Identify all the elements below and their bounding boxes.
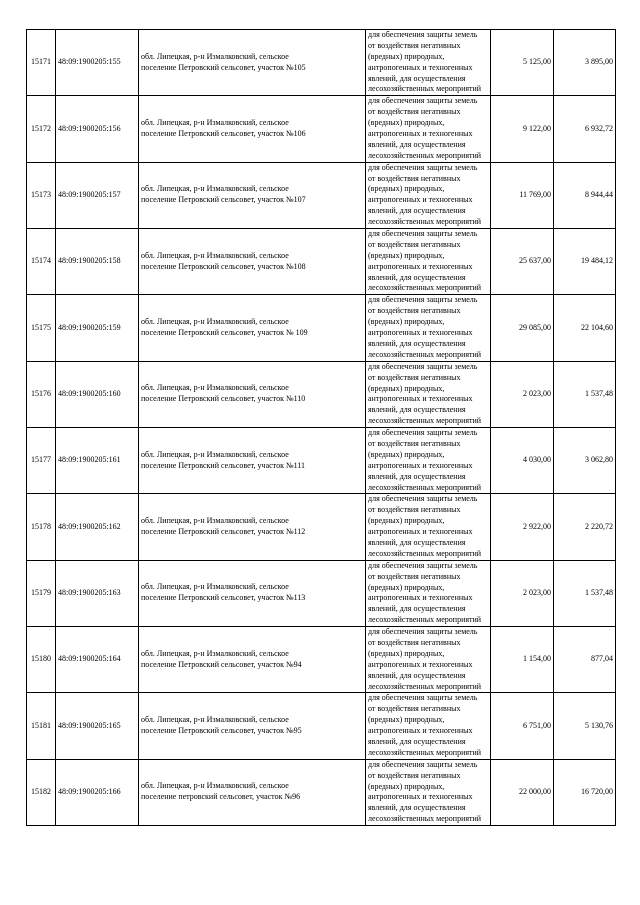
address-line: обл. Липецкая, р-н Измалковский, сельское [141,516,289,526]
permitted-use-line: явлений, для осуществления [368,471,466,481]
table-row [27,627,616,693]
permitted-use-line: от воздействия негативных [368,173,461,183]
address-line: обл. Липецкая, р-н Измалковский, сельское [141,383,289,393]
plot-address [139,361,366,427]
plot-address [139,30,366,96]
plot-address [139,494,366,560]
permitted-use-line: для обеспечения защиты земель [368,96,478,106]
land-plots-table [26,29,616,826]
permitted-use [366,494,491,560]
address-line: поселение Петровский сельсовет, участок №94 [141,659,302,669]
plot-address [139,96,366,162]
permitted-use-line: лесохозяйственных мероприятий [368,416,482,426]
permitted-use [366,162,491,228]
cadastral-number: 48:09:1900205:166 [56,759,139,825]
permitted-use-line: лесохозяйственных мероприятий [368,615,482,625]
record-number: 15179 [27,560,56,626]
record-number: 15175 [27,295,56,361]
plot-address [139,295,366,361]
record-number: 15172 [27,96,56,162]
permitted-use-line: явлений, для осуществления [368,139,466,149]
address-line: обл. Липецкая, р-н Измалковский, сельское [141,781,289,791]
permitted-use-line: (вредных) природных, [368,118,445,128]
cadastral-value: 3 895,00 [554,30,616,96]
address-line: поселение Петровский сельсовет, участок №108 [141,261,306,271]
address-line: поселение Петровский сельсовет, участок №112 [141,527,306,537]
permitted-use-line: антропогенных и техногенных [368,593,473,603]
cadastral-value: 5 130,76 [554,693,616,759]
permitted-use-line: (вредных) природных, [368,383,445,393]
permitted-use-line: для обеспечения защиты земель [368,295,478,305]
cadastral-value: 1 537,48 [554,361,616,427]
permitted-use-line: явлений, для осуществления [368,338,466,348]
permitted-use-line: явлений, для осуществления [368,206,466,216]
plot-address [139,560,366,626]
cadastral-number: 48:09:1900205:158 [56,229,139,295]
permitted-use [366,693,491,759]
plot-area: 2 922,00 [491,494,554,560]
cadastral-value: 1 537,48 [554,560,616,626]
permitted-use-line: для обеспечения защиты земель [368,627,478,637]
plot-area: 22 000,00 [491,759,554,825]
table-row [27,759,616,825]
permitted-use-line: (вредных) природных, [368,648,445,658]
permitted-use-line: от воздействия негативных [368,505,461,515]
table-row [27,295,616,361]
permitted-use [366,627,491,693]
permitted-use-line: антропогенных и техногенных [368,394,473,404]
cadastral-value: 2 220,72 [554,494,616,560]
permitted-use-line: антропогенных и техногенных [368,527,473,537]
record-number: 15177 [27,428,56,494]
plot-area: 2 023,00 [491,560,554,626]
cadastral-value: 22 104,60 [554,295,616,361]
permitted-use-line: для обеспечения защиты земель [368,30,478,39]
address-line: поселение Петровский сельсовет, участок №110 [141,394,306,404]
permitted-use-line: (вредных) природных, [368,317,445,327]
permitted-use-line: (вредных) природных, [368,516,445,526]
address-line: обл. Липецкая, р-н Измалковский, сельское [141,317,289,327]
permitted-use-line: для обеспечения защиты земель [368,229,478,239]
table-body [27,30,616,826]
plot-address [139,759,366,825]
record-number: 15176 [27,361,56,427]
table-row [27,428,616,494]
permitted-use-line: явлений, для осуществления [368,737,466,746]
permitted-use-line: для обеспечения защиты земель [368,759,478,769]
address-line: поселение Петровский сельсовет, участок №107 [141,195,306,205]
plot-address [139,627,366,693]
address-line: поселение Петровский сельсовет, участок №95 [141,726,302,736]
table-row [27,96,616,162]
permitted-use-line: от воздействия негативных [368,306,461,316]
table-row [27,361,616,427]
permitted-use-line: для обеспечения защиты земель [368,560,478,570]
plot-area: 2 023,00 [491,361,554,427]
permitted-use [366,759,491,825]
plot-address [139,162,366,228]
cadastral-number: 48:09:1900205:164 [56,627,139,693]
permitted-use-line: лесохозяйственных мероприятий [368,482,482,492]
permitted-use-line: от воздействия негативных [368,40,461,50]
table-row [27,162,616,228]
permitted-use-line: для обеспечения защиты земель [368,428,478,438]
plot-address [139,229,366,295]
address-line: обл. Липецкая, р-н Измалковский, сельское [141,449,289,459]
record-number: 15174 [27,229,56,295]
cadastral-value: 19 484,12 [554,229,616,295]
permitted-use-line: антропогенных и техногенных [368,792,473,802]
permitted-use-line: (вредных) природных, [368,184,445,194]
record-number: 15181 [27,693,56,759]
address-line: обл. Липецкая, р-н Измалковский, сельское [141,118,289,128]
address-line: обл. Липецкая, р-н Измалковский, сельское [141,715,289,725]
address-line: поселение Петровский сельсовет, участок №105 [141,62,306,72]
cadastral-value: 16 720,00 [554,759,616,825]
permitted-use-line: явлений, для осуществления [368,272,466,282]
permitted-use-line: лесохозяйственных мероприятий [368,217,482,227]
cadastral-number: 48:09:1900205:157 [56,162,139,228]
table-row [27,229,616,295]
plot-area: 4 030,00 [491,428,554,494]
permitted-use-line: явлений, для осуществления [368,73,466,83]
permitted-use-line: (вредных) природных, [368,715,445,725]
permitted-use-line: от воздействия негативных [368,372,461,382]
plot-area: 1 154,00 [491,627,554,693]
permitted-use [366,560,491,626]
record-number: 15171 [27,30,56,96]
record-number: 15182 [27,759,56,825]
table-row [27,30,616,96]
plot-area: 5 125,00 [491,30,554,96]
cadastral-number: 48:09:1900205:163 [56,560,139,626]
permitted-use-line: антропогенных и техногенных [368,659,473,669]
table-row [27,693,616,759]
permitted-use [366,428,491,494]
permitted-use-line: (вредных) природных, [368,781,445,791]
cadastral-number: 48:09:1900205:156 [56,96,139,162]
record-number: 15180 [27,627,56,693]
permitted-use-line: от воздействия негативных [368,438,461,448]
permitted-use-line: для обеспечения защиты земель [368,162,478,172]
permitted-use-line: явлений, для осуществления [368,537,466,547]
permitted-use-line: для обеспечения защиты земель [368,361,478,371]
permitted-use-line: от воздействия негативных [368,770,461,780]
permitted-use-line: явлений, для осуществления [368,803,466,813]
address-line: обл. Липецкая, р-н Измалковский, сельское [141,184,289,194]
permitted-use-line: лесохозяйственных мероприятий [368,150,482,160]
address-line: поселение Петровский сельсовет, участок № 109 [141,328,308,338]
address-line: обл. Липецкая, р-н Измалковский, сельское [141,648,289,658]
permitted-use-line: явлений, для осуществления [368,670,466,680]
plot-area: 6 751,00 [491,693,554,759]
permitted-use-line: (вредных) природных, [368,250,445,260]
cadastral-number: 48:09:1900205:155 [56,30,139,96]
address-line: обл. Липецкая, р-н Измалковский, сельское [141,51,289,61]
permitted-use [366,30,491,96]
plot-area: 25 637,00 [491,229,554,295]
permitted-use-line: для обеспечения защиты земель [368,693,478,703]
permitted-use [366,295,491,361]
permitted-use-line: от воздействия негативных [368,637,461,647]
plot-area: 11 769,00 [491,162,554,228]
permitted-use-line: лесохозяйственных мероприятий [368,747,482,757]
permitted-use-line: (вредных) природных, [368,449,445,459]
cadastral-value: 877,04 [554,627,616,693]
permitted-use-line: антропогенных и техногенных [368,328,473,338]
permitted-use [366,361,491,427]
address-line: обл. Липецкая, р-н Измалковский, сельское [141,250,289,260]
permitted-use-line: лесохозяйственных мероприятий [368,681,482,691]
address-line: поселение петровский сельсовет, участок №96 [141,792,301,802]
permitted-use-line: лесохозяйственных мероприятий [368,814,482,824]
plot-area: 29 085,00 [491,295,554,361]
permitted-use-line: антропогенных и техногенных [368,62,473,72]
record-number: 15173 [27,162,56,228]
permitted-use-line: лесохозяйственных мероприятий [368,349,482,359]
cadastral-number: 48:09:1900205:159 [56,295,139,361]
permitted-use-line: (вредных) природных, [368,582,445,592]
permitted-use [366,96,491,162]
permitted-use [366,229,491,295]
permitted-use-line: от воздействия негативных [368,571,461,581]
address-line: обл. Липецкая, р-н Измалковский, сельское [141,582,289,592]
permitted-use-line: от воздействия негативных [368,107,461,117]
plot-area: 9 122,00 [491,96,554,162]
permitted-use-line: антропогенных и техногенных [368,261,473,271]
permitted-use-line: от воздействия негативных [368,704,461,714]
permitted-use-line: лесохозяйственных мероприятий [368,283,482,293]
table-row [27,560,616,626]
cadastral-number: 48:09:1900205:165 [56,693,139,759]
permitted-use-line: антропогенных и техногенных [368,195,473,205]
permitted-use-line: явлений, для осуществления [368,604,466,614]
address-line: поселение Петровский сельсовет, участок №111 [141,460,305,470]
record-number: 15178 [27,494,56,560]
cadastral-value: 3 062,80 [554,428,616,494]
address-line: поселение Петровский сельсовет, участок №113 [141,593,306,603]
permitted-use-line: (вредных) природных, [368,51,445,61]
cadastral-value: 8 944,44 [554,162,616,228]
permitted-use-line: антропогенных и техногенных [368,460,473,470]
cadastral-number: 48:09:1900205:162 [56,494,139,560]
cadastral-value: 6 932,72 [554,96,616,162]
cadastral-number: 48:09:1900205:161 [56,428,139,494]
plot-address [139,693,366,759]
permitted-use-line: лесохозяйственных мероприятий [368,84,482,94]
permitted-use-line: антропогенных и техногенных [368,129,473,139]
permitted-use-line: для обеспечения защиты земель [368,494,478,504]
cadastral-number: 48:09:1900205:160 [56,361,139,427]
permitted-use-line: явлений, для осуществления [368,405,466,415]
table-row [27,494,616,560]
permitted-use-line: от воздействия негативных [368,239,461,249]
permitted-use-line: лесохозяйственных мероприятий [368,548,482,558]
plot-address [139,428,366,494]
permitted-use-line: антропогенных и техногенных [368,726,473,736]
address-line: поселение Петровский сельсовет, участок №106 [141,129,306,139]
